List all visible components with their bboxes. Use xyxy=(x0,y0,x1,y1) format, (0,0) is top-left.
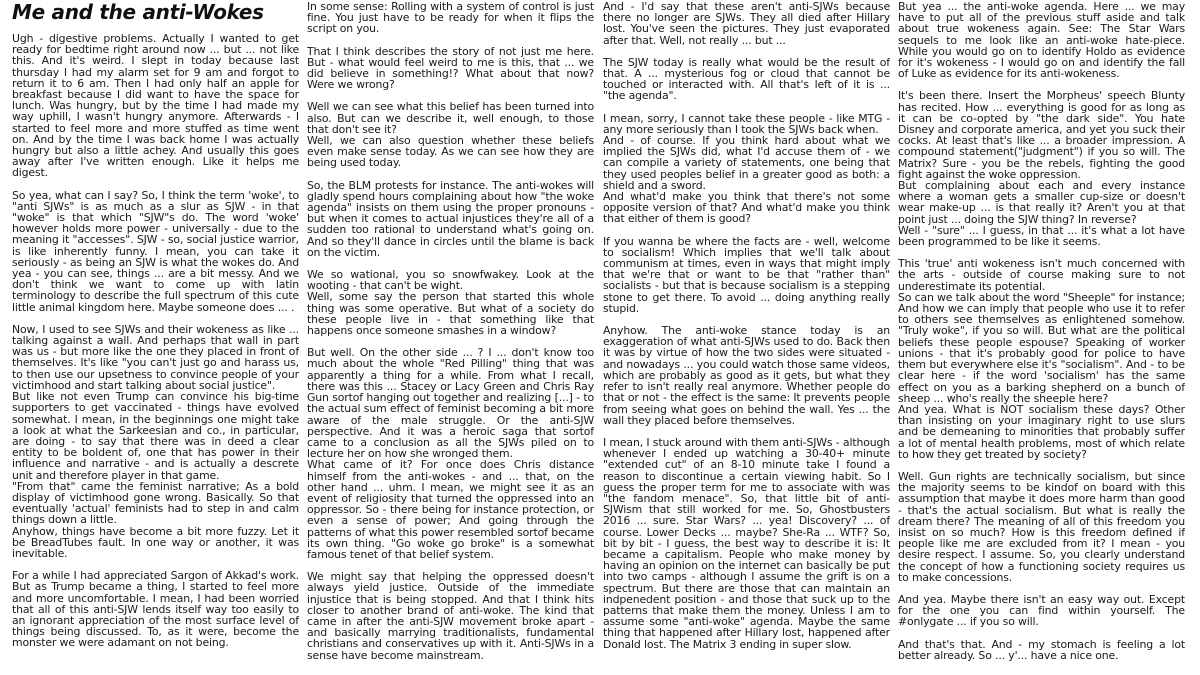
paragraph: For a while I had appreciated Sargon of Akkad's work. But as Trump became a thing, I started to feel more and more uncomfortable. I mean, I had been worried that all of this anti-SJW lends itself way too easily to an ignorant appreciation of the most surface level of things being discussed. To, as it were, become the monster we were adamant on not being. xyxy=(12,569,299,650)
paragraph: That I think describes the story of not just me here. But - what would feel weird to me is this, that ... we did believe in something!? What about that now? Were we wrong? xyxy=(307,44,594,92)
paragraph: Well we can see what this belief has been turned into also. But can we describe it, well enough, to those that don't see it? Well, we can also question whether these beliefs even make sense today. As we can see how they are being used today. xyxy=(307,100,594,170)
paragraph: Now, I used to see SJWs and their wokeness as like ... talking against a wall. And perhaps that wall in part was us - but more like the one they placed in front of themselves. It's like "you can't just go and harass us, to then use our upsetness to convince people of your victimhood and start talking about social justice". But like not even Trump can convince his big-time supporters to get vaccinated - things have evolved somewhat. I mean, in the beginnings one might take a look at what the Sarkeesian and co., in particular, are doing - to say that there was in deed a clear entity to be boldent of, one that has power in their influence and narrative - and is actually a descrete unit and therefore player in that game. "From that" came the feminist narrative; As a bold display of victimhood gone wrong. Basically. So that eventually 'actual' feminists had to step in and calm things down a little. Anyhow, things have become a bit more fuzzy. Let it be BreadTubes fault. In one way or another, it was inevitable. xyxy=(12,322,299,560)
paragraph: Ugh - digestive problems. Actually I wanted to get ready for bedtime right around now ... but ... not like this. And it's weird. I slept in today because last thursday I had my alarm set for 9 am and forgot to return it to 6 am. Then I had only half an apple for breakfast because I did want to have the space for lunch. Was hungry, but by the time I had made my way uphill, I wasn't hungry anymore. Afterwards - I started to feel more and more stuffed as time went on. And by the time I was back home I was actually hungry but also a little achey. And usually this goes away after I've written enough. Like it helps me digest. xyxy=(12,32,299,180)
article-column-3 xyxy=(603,1,890,675)
paragraph: But yea ... the anti-woke agenda. Here ... we may have to put all of the previous stuff aside and talk about true wokeness again. See: The Star Wars sequels to me look like an anti-woke hate-piece. While you would go on to identify Holdo as evidence for it's wokeness - I would go on and identify the fall of Luke as evidence for its anti-wokeness. xyxy=(898,1,1185,81)
paragraph: Well. Gun rights are technically socialism, but since the majority seems to be kindof on board with this assumption that maybe it does more harm than good - that's the actual socialism. But what is really the dream there? The meaning of all of this freedom you insist on so much? How is this freedom defined if people like me are excluded from it? I mean - you desire respect. I assume. So, you clearly understand the concept of how a functioning society requires us to make concessions. xyxy=(898,469,1185,584)
paragraph: Anyhow. The anti-woke stance today is an exaggeration of what anti-SJWs used to do. Back then it was by virtue of how the two sides were situated - and nowadays ... you could watch those same videos, which are probably as good as it gets, but what they refer to isn't really real anymore. Whether people do that or not - the effect is the same: It prevents people from seeing what goes on behind the wall. Yes ... the wall they placed before themselves. xyxy=(603,324,890,427)
paragraph: The SJW today is really what would be the result of that. A ... mysterious fog or cloud that cannot be touched or interacted with. All that's left of it is ... "the agenda". xyxy=(603,55,890,103)
article-title: Me and the anti-Wokes xyxy=(12,0,264,24)
paragraph: This 'true' anti wokeness isn't much concerned with the arts - outside of course making sure to not underestimate its potential. So can we talk about the word "Sheeple" for instance; And how we can imply that people who use it to refer to others see themselves as enlightened somehow. "Truly woke", if you so will. But what are the political beliefs these people espouse? Speaking of worker unions - that it's probably good for police to have them but everywhere else it's "socialism". And - to be clear here - if the word 'socialism' has the same effect on you as a barking shepherd on a bunch of sheep ... who's really the sheeple here? And yea. What is NOT socialism these days? Other than insisting on your imaginary right to use slurs and be demeaning to minorities that probably suffer a lot of mental health problems, most of which relate to how they get treated by society? xyxy=(898,257,1185,461)
paragraph: We might say that helping the oppressed doesn't always yield justice. Outside of the immediate injustice that is being stopped. And that I think hits closer to another brand of anti-woke. The kind that came in after the anti-SJW movement broke apart - and basically marrying traditionalists, fundamental christians and conservatives up with it. Anti-SJWs in a sense have become mainstream. xyxy=(307,570,594,662)
paragraph: In some sense: Rolling with a system of control is just fine. You just have to be ready for when it flips the script on you. xyxy=(307,1,594,36)
article-column-4 xyxy=(898,1,1185,675)
paragraph: We so wational, you so snowfwakey. Look at the wooting - that can't be wight. Well, some say the person that started this whole thing was some operative. But what of a society do these people live in - that something like that happens once someone smashes in a window? xyxy=(307,268,594,338)
paragraph: And yea. Maybe there isn't an easy way out. Except for the one you can find within yourself. The #onlygate ... if you so will. xyxy=(898,592,1185,629)
paragraph: And that's that. And - my stomach is feeling a lot better already. So ... y'... have a nice one. xyxy=(898,637,1185,662)
paragraph: If you wanna be where the facts are - well, welcome to socialism! Which implies that we'll talk about communism at times, even in ways that might imply that we're that or want to be that "rather than" socialists - but that is because socialism is a stepping stone to get there. To avoid ... doing anything really stupid. xyxy=(603,234,890,315)
paragraph: So, the BLM protests for instance. The anti-wokes will gladly spend hours complaining about how "the woke agenda" insists on them using the proper pronouns - but when it comes to actual injustices they're all of a sudden too rational to understand what's going on. And so they'll dance in circles until the blame is back on the victim. xyxy=(307,178,594,259)
paragraph: I mean, sorry, I cannot take these people - like MTG - any more seriously than I took the SJWs back when. And - of course. If you think hard about what we implied the SJWs did, what I'd accuse them of - we can compile a variety of statements, one being that they used peoples belief in a greater good as both: a shield and a sword. And what'd make you think that there's not some opposite version of that? And what'd make you think that either of them is good? xyxy=(603,111,890,226)
paragraph: I mean, I stuck around with them anti-SJWs - although whenever I ended up watching a 30-40+ minute "extended cut" of an 8-10 minute take I found a reason to discontinue a certain viewing habit. So I guess the proper term for me to associate with was "the fandom menace". So, that little bit of anti-SJWism that still worked for me. So, Ghostbusters 2016 ... sure. Star Wars? ... yea! Discovery? ... of course. Lower Decks ... maybe? She-Ra ... WTF? So, bit by bit - I guess, the best way to describe it is: It became a capitalism. People who make money by having an opinion on the internet can basically be put into two camps - although I assume the grift is on a spectrum. But there are those that can maintain an indpenedent position - and those that suck up to the patterns that make them the money. Unless I am to assume some "anti-woke" agenda. Maybe the same thing that happened after Hillary lost, happened after Donald lost. The Matrix 3 ending in super slow. xyxy=(603,435,890,651)
paragraph: So yea, what can I say? So, I think the term 'woke', to "anti SJWs" is as much as a slur as SJW - in that "woke" is that which "SJW"s do. The word 'woke' however holds more power - universally - due to the meaning it "accesses". SJW - so, social justice warrior, is like inherently funny. I mean, you can take it seriously - as being an SJW is what the wokes do. And yea - you can see, things ... are a bit messy. And we don't think we want to come up with latin terminology to describe the full spectrum of this cute little animal kingdom here. Maybe someone does ... . xyxy=(12,188,299,314)
paragraph: But well. On the other side ... ? I ... don't know too much about the whole "Red Pilling" thing that was apparently a thing for a while. From what I recall, there was this ... Stacey or Lacy Green and Chris Ray Gun sortof hanging out together and realizing [...] - to the actual sum effect of feminist becoming a bit more aware of the male struggle. Or the anti-SJW perspective. And it was a heroic saga that sortof came to a conclusion as all the SJWs piled on to lecture her on how she wronged them. What came of it? For once does Chris distance himself from the anti-wokes - and ... that, on the other hand ... uhm. I mean, we might see it as an event of religiosity that turned the oppressed into an oppressor. So - there being for instance protection, or even a sense of power; And going through the patterns of what this power resembled sortof became its own thing. "Go woke go broke" is a somewhat famous tenet of that belief system. xyxy=(307,346,594,561)
article-column-1 xyxy=(12,0,299,675)
article-column-2 xyxy=(307,1,594,675)
paragraph: It's been there. Insert the Morpheus' speech Blunty has recited. How ... everything is good for as long as it can be co-opted by "the dark side". You hate Disney and corporate america, and yet you suck their cocks. At least that's like ... a broader impression. A compound statement("judgment") if you so will. The Matrix? Sure - you be the rebels, fighting the good fight against the woke oppression. But complaining about each and every instance where a woman gets a smaller cup-size or doesn't wear make-up ... is that really it? Aren't you at that point just ... doing the SJW thing? In reverse? Well - "sure" ... I guess, in that ... it's what a lot have been programmed to be like it seems. xyxy=(898,89,1185,249)
paragraph: And - I'd say that these aren't anti-SJWs because there no longer are SJWs. They all died after Hillary lost. You've seen the pictures. They just evaporated after that. Well, not really ... but ... xyxy=(603,1,890,47)
